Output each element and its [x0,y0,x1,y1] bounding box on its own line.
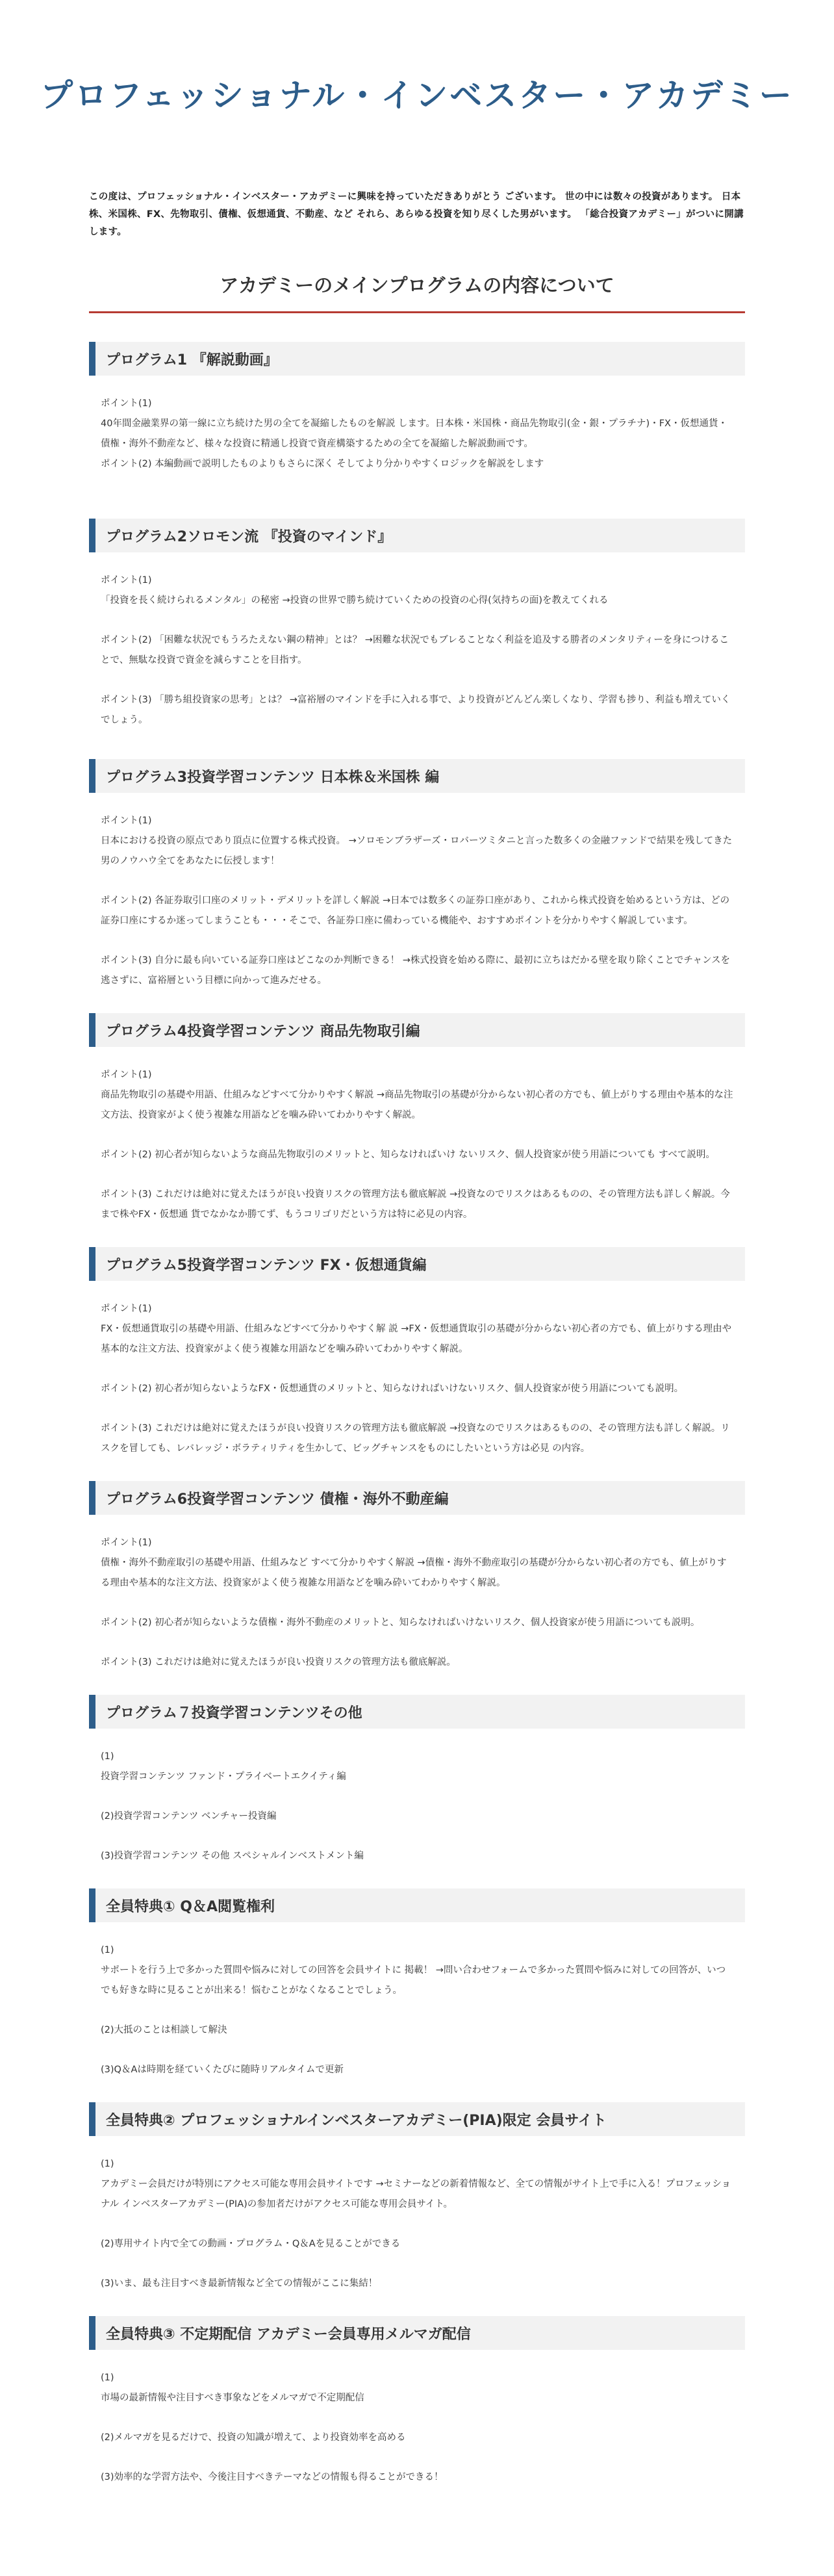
paragraph-line: ポイント(3) 自分に最も向いている証券口座はどこなのか判断できる！ →株式投資を始める際に、最初に立ちはだかる壁を取り除くことでチャンスを逃さずに、富裕層という目標に向かって進みだせる。 [101,955,731,986]
paragraph-line: ポイント(1) [101,1538,152,1548]
paragraph-line: ポイント(1) [101,1070,152,1080]
section-heading: 全員特典③ 不定期配信 アカデミー会員専用メルマガ配信 [89,2316,745,2350]
paragraph-line: (3)投資学習コンテンツ その他 スペシャルインベストメント編 [101,1851,364,1861]
section-paragraph [101,1846,733,1866]
program-section [89,2102,745,2294]
section-paragraph [101,1653,733,1673]
section-body [89,376,745,474]
paragraph-line: ポイント(1) [101,1304,152,1314]
program-section [89,1481,745,1673]
section-heading: プログラム７投資学習コンテンツその他 [89,1695,745,1729]
program-section [89,1888,745,2080]
paragraph-line: ポイント(2) 各証券取引口座のメリット・デメリットを詳しく解説 →日本では数多くの証券口座があり、これから株式投資を始めるという方は、どの証券口座にするか迷ってしまうことも・・・そこで、各証券口座に備わっている機能や、おすすめポイントを分かりやすく解説しています。 [101,895,730,926]
paragraph-line: ポイント(3) 「勝ち組投資家の思考」とは？ →富裕層のマインドを手に入れる事で、より投資がどんどん楽しくなり、学習も捗り、利益も増えていくでしょう。 [101,695,731,725]
program-section [89,519,745,730]
section-paragraph [101,2274,733,2294]
paragraph-line: アカデミー会員だけが特別にアクセス可能な専用会員サイトです →セミナーなどの新着情報など、全ての情報がサイト上で手に入る！プロフェッショナル インベスターアカデミー(PIA)の参加者だけがアクセス可能な専用会員サイト。 [101,2179,731,2209]
intro-text: この度は、プロフェッショナル・インベスター・アカデミーに興味を持っていただきありがとう ございます。 世の中には数々の投資があります。 日本株、米国株、FX、先物取引、債権、仮想通貨、不動産、など それら、あらゆる投資を知り尽くした男がいます。 「総合投資アカデミー」がついに開講します。 [89,192,744,237]
section-paragraph [101,1065,733,1126]
section-heading: プログラム5投資学習コンテンツ FX・仮想通貨編 [89,1247,745,1281]
paragraph-line: (2)メルマガを見るだけで、投資の知識が増えて、より投資効率を高める [101,2432,406,2443]
heading-divider [89,311,745,313]
paragraph-line: ポイント(1) [101,816,152,826]
section-paragraph [101,571,733,611]
paragraph-line: ポイント(1) [101,575,152,586]
paragraph-line: (2)投資学習コンテンツ ベンチャー投資編 [101,1811,277,1822]
section-paragraph [101,1145,733,1165]
section-paragraph [101,811,733,871]
section-body [89,793,745,991]
paragraph-line: ポイント(2) 本編動画で説明したものよりもさらに深く そしてより分かりやすくロジックを解説をします [101,459,544,469]
section-body [89,2350,745,2488]
section-paragraph [101,1379,733,1399]
program-section [89,1013,745,1225]
program-sections [0,342,834,2488]
section-heading: プログラム4投資学習コンテンツ 商品先物取引編 [89,1013,745,1047]
paragraph-line: (2)大抵のことは相談して解決 [101,2025,227,2035]
section-body [89,2136,745,2294]
section-paragraph [101,2368,733,2408]
paragraph-line: 「投資を長く続けられるメンタル」の秘密 →投資の世界で勝ち続けていくための投資の心得(気持ちの面)を教えてくれる [101,595,609,606]
section-paragraph [101,1807,733,1827]
section-paragraph [101,2428,733,2448]
section-paragraph [101,2467,733,2488]
paragraph-line: 40年間金融業界の第一線に立ち続けた男の全てを凝縮したものを解説 します。日本株・米国株・商品先物取引(金・銀・プラチナ)・FX・仮想通貨・債権・海外不動産など、様々な投資に精通し投資で資産構築するための全てを凝縮した解説動画です。 [101,419,727,449]
paragraph-line: ポイント(3) これだけは絶対に覚えたほうが良い投資リスクの管理方法も徹底解説。 [101,1657,456,1668]
section-paragraph [101,951,733,991]
section-body [89,1047,745,1225]
program-section [89,2316,745,2488]
paragraph-line: (3)いま、最も注目すべき最新情報など全ての情報がここに集結！ [101,2278,378,2289]
section-paragraph [101,1299,733,1359]
main-program-heading: アカデミーのメインプログラムの内容について [220,274,614,296]
program-section [89,1695,745,1866]
section-body [89,1515,745,1673]
paragraph-line: (3)Q＆Aは時期を経ていくたびに随時リアルタイムで更新 [101,2065,344,2075]
section-paragraph [101,1613,733,1633]
program-section [89,759,745,991]
section-paragraph [101,394,733,474]
paragraph-line: ポイント(2) 初心者が知らないようなFX・仮想通貨のメリットと、知らなければいけないリスク、個人投資家が使う用語についても説明。 [101,1384,684,1394]
paragraph-line: ポイント(1) [101,398,152,409]
paragraph-line: 市場の最新情報や注目すべき事象などをメルマガで不定期配信 [101,2393,364,2403]
paragraph-line: 債権・海外不動産取引の基礎や用語、仕組みなど すべて分かりやすく解説 →債権・海外不動産取引の基礎が分からない初心者の方でも、値上がりする理由や基本的な注文方法、投資家がよく使う複雑な用語などを噛み砕いてわかりやすく解説。 [101,1558,727,1588]
paragraph-line: (3)効率的な学習方法や、今後注目すべきテーマなどの情報も得ることができる！ [101,2472,444,2482]
program-section [89,342,745,474]
section-heading: プログラム2ソロモン流 『投資のマインド』 [89,519,745,552]
section-heading: プログラム1 『解説動画』 [89,342,745,376]
section-paragraph [101,2234,733,2254]
paragraph-line: (1) [101,2373,114,2383]
section-paragraph [101,1185,733,1225]
section-paragraph [101,1940,733,2001]
page [0,73,834,2488]
paragraph-line: 商品先物取引の基礎や用語、仕組みなどすべて分かりやすく解説 →商品先物取引の基礎が分からない初心者の方でも、値上がりする理由や基本的な注 文方法、投資家がよく使う複雑な用語などを噛み砕いてわかりやすく解説。 [101,1090,733,1120]
section-heading: プログラム6投資学習コンテンツ 債権・海外不動産編 [89,1481,745,1515]
paragraph-line: ポイント(3) これだけは絶対に覚えたほうが良い投資リスクの管理方法も徹底解説 →投資なのでリスクはあるものの、その管理方法も詳しく解説。リスクを冒しても、レバレッジ・ボラティリティを生かして、ビッグチャンスをものにしたいという方は必見 の内容。 [101,1423,730,1454]
section-heading: 全員特典② プロフェッショナルインベスターアカデミー(PIA)限定 会員サイト [89,2102,745,2136]
section-paragraph [101,2060,733,2080]
program-section [89,1247,745,1459]
paragraph-line: (2)専用サイト内で全ての動画・プログラム・Q＆Aを見ることができる [101,2239,401,2249]
section-body [89,1729,745,1866]
section-body [89,1281,745,1459]
section-paragraph [101,1419,733,1459]
section-paragraph [101,2020,733,2041]
paragraph-line: サポートを行う上で多かった質問や悩みに対しての回答を会員サイトに 掲載！ →問い合わせフォームで多かった質問や悩みに対しての回答が、いつでも好きな時に見ることが出来る！悩むことがなくなることでしょう。 [101,1965,726,1996]
paragraph-line: 投資学習コンテンツ ファンド・プライベートエクイティ編 [101,1771,346,1782]
section-heading: プログラム3投資学習コンテンツ 日本株＆米国株 編 [89,759,745,793]
section-body [89,552,745,730]
paragraph-line: ポイント(2) 「困難な状況でもうろたえない鋼の精神」とは？ →困難な状況でもブレることなく利益を追及する勝者のメンタリティーを身につけることで、無駄な投資で資金を減らすことを目指す。 [101,635,729,665]
section-paragraph [101,690,733,730]
section-body [89,1922,745,2080]
section-paragraph [101,1533,733,1593]
section-paragraph [101,2154,733,2215]
section-paragraph [101,630,733,671]
paragraph-line: ポイント(2) 初心者が知らないような商品先物取引のメリットと、知らなければいけ ないリスク、個人投資家が使う用語についても すべて説明。 [101,1150,715,1160]
paragraph-line: ポイント(3) これだけは絶対に覚えたほうが良い投資リスクの管理方法も徹底解説 →投資なのでリスクはあるものの、その管理方法も詳しく解説。今まで株やFX・仮想通 貨でなかなか勝てず、もうコリゴリだという方は特に必見の内容。 [101,1189,730,1220]
paragraph-line: ポイント(2) 初心者が知らないような債権・海外不動産のメリットと、知らなければいけないリスク、個人投資家が使う用語についても説明。 [101,1617,700,1628]
section-paragraph [101,891,733,931]
page-title: プロフェッショナル・インベスター・アカデミー [40,77,794,114]
section-heading: 全員特典① Q＆A閲覧権利 [89,1888,745,1922]
paragraph-line: FX・仮想通貨取引の基礎や用語、仕組みなどすべて分かりやすく解 説 →FX・仮想通貨取引の基礎が分からない初心者の方でも、値上がりする理由や基本的な注文方法、投資家がよく使う複雑な用語などを噛み砕いてわかりやすく解説。 [101,1324,732,1354]
paragraph-line: (1) [101,2159,114,2169]
section-paragraph [101,1747,733,1787]
paragraph-line: 日本における投資の原点であり頂点に位置する株式投資。 →ソロモンブラザーズ・ロバーツミタニと言った数多くの金融ファンドで結果を残してきた男のノウハウ全てをあなたに伝授します！ [101,836,733,866]
paragraph-line: (1) [101,1751,114,1762]
paragraph-line: (1) [101,1945,114,1955]
